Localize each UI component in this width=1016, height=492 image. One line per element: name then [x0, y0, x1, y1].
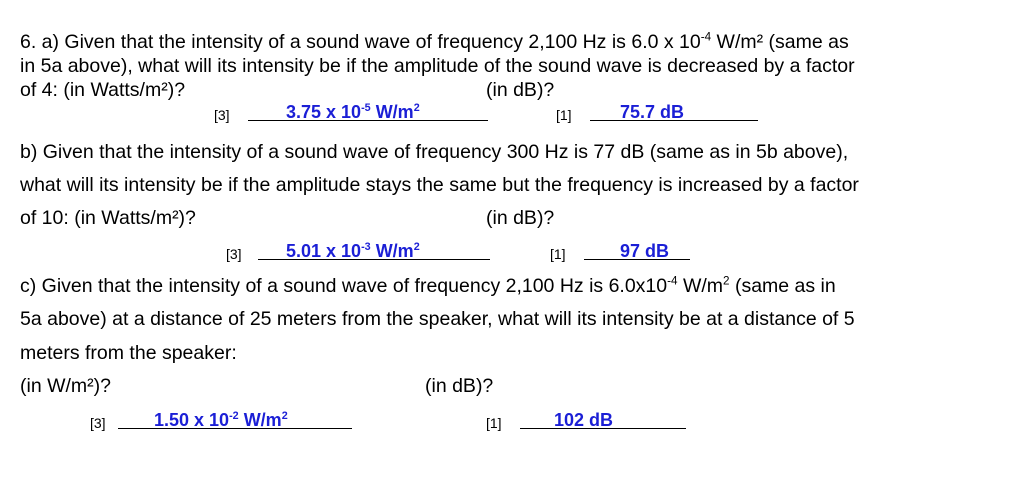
part-a-mark-db: [1] — [556, 107, 572, 123]
part-c-line-1: c) Given that the intensity of a sound wave of frequency 2,100 Hz is $6.0x10^{-4}$ $W/m^2$ (same as in — [20, 274, 836, 297]
part-c-mark-db: [1] — [486, 415, 502, 431]
part-a-answer-db: 75.7 dB — [620, 102, 685, 122]
part-b-label-db: (in dB)? — [486, 207, 555, 229]
part-c-label-watts: (in W/m²)? — [20, 375, 111, 397]
part-b-answer-db-field — [584, 239, 710, 265]
part-b-mark-watts: [3] — [226, 246, 242, 262]
part-c-line-3: meters from the speaker: — [20, 342, 237, 364]
part-b-answer-db: 97 dB — [620, 241, 670, 261]
part-a-line-3-label-watts: of 4: (in Watts/m²)? — [20, 79, 186, 101]
part-b-mark-db: [1] — [550, 246, 566, 262]
part-b-line-1: b) Given that the intensity of a sound wave of frequency 300 Hz is 77 dB (same as in 5b above), — [20, 141, 849, 163]
part-a-line-1: 6. a) Given that the intensity of a sound wave of frequency 2,100 Hz is 6.0 x $10^{-4}$ W/m² (same as — [20, 30, 849, 53]
part-a-answer-db-field — [590, 100, 758, 126]
part-c-mark-watts: [3] — [90, 415, 106, 431]
part-c-answer-watts-field — [118, 408, 352, 434]
part-b-line-2: what will its intensity be if the amplitude stays the same but the frequency is increased by a factor — [20, 174, 859, 196]
part-a-mark-watts: [3] — [214, 107, 230, 123]
part-c-line-2: 5a above) at a distance of 25 meters from the speaker, what will its intensity be at a distance of 5 — [20, 308, 855, 330]
part-b-line-3-label-watts: of 10: (in Watts/m²)? — [20, 207, 196, 229]
part-c-label-db: (in dB)? — [425, 375, 494, 397]
part-b-answer-watts-field — [258, 239, 490, 265]
part-a-line-2: in 5a above), what will its intensity be if the amplitude of the sound wave is decreased by a factor — [20, 55, 855, 77]
part-b-answer-watts: 5.01 x $10^{-3}$ $W/m^2$ — [286, 241, 420, 261]
part-c-answer-watts: 1.50 x $10^{-2}$ $W/m^2$ — [154, 410, 288, 430]
part-a-label-db: (in dB)? — [486, 79, 555, 101]
part-a-answer-watts: 3.75 x $10^{-5}$ $W/m^2$ — [286, 102, 420, 122]
part-a-answer-watts-field — [248, 100, 488, 126]
part-c-answer-db: 102 dB — [554, 410, 614, 430]
part-c-answer-db-field — [520, 408, 692, 434]
